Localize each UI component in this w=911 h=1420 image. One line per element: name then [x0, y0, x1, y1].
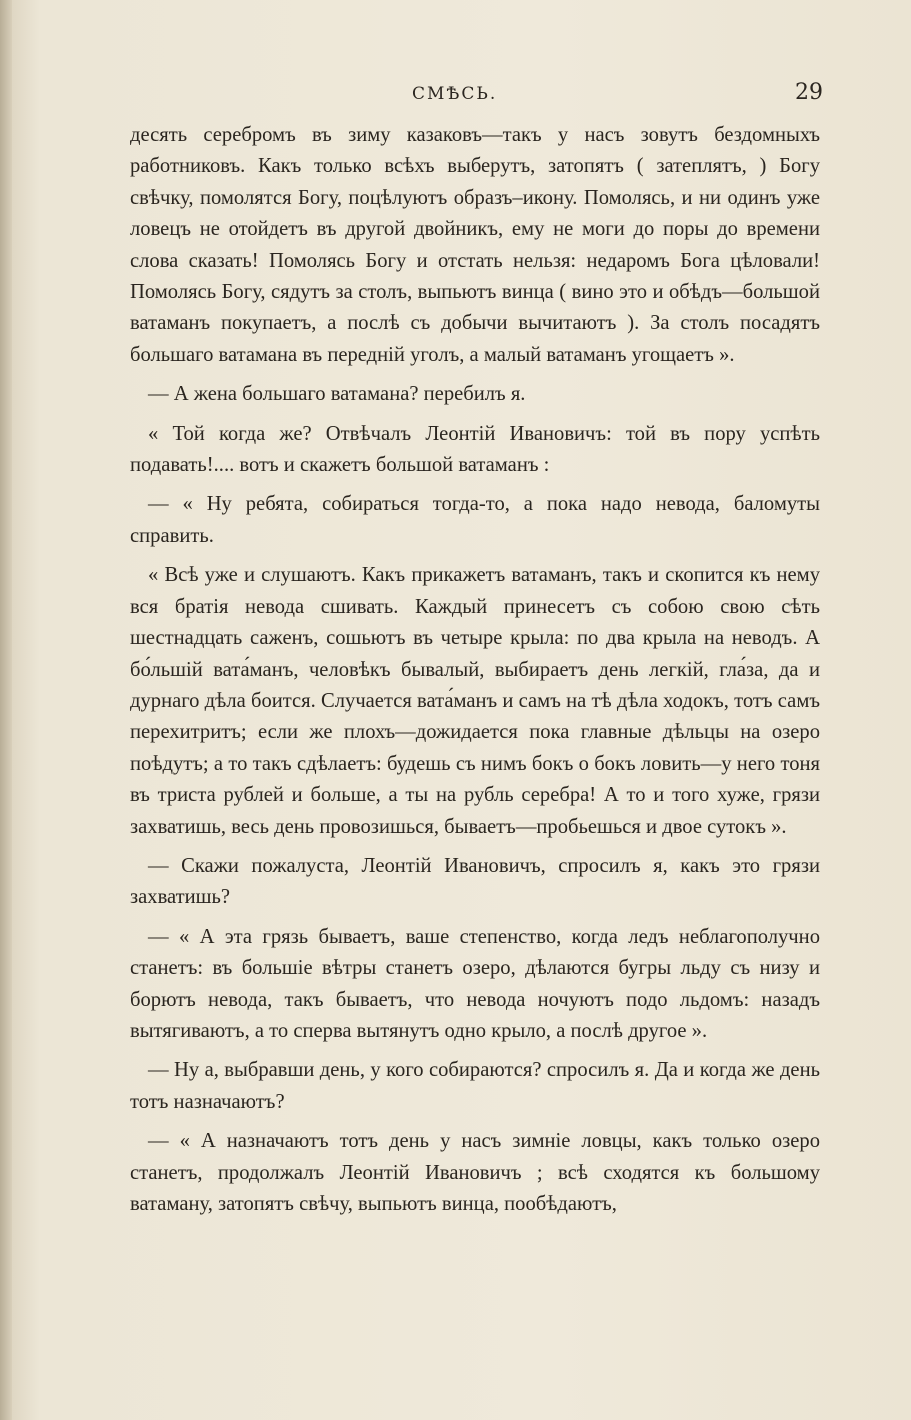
paragraph: — « Ну ребята, собираться тогда-то, а пока надо невода, баломуты справить. [130, 493, 820, 547]
paragraph: « Всѣ уже и слушаютъ. Какъ прикажетъ ватаманъ, такъ и скопится къ нему вся братія невода сшивать. Каждый принесетъ съ собою свою сѣть шестнадцать саженъ, сошьютъ въ четыре крыла: по два крыла на неводъ. А бо́льшій вата́манъ, человѣкъ бывалый, выбираетъ день легкій, гла́за, да и дурнаго дѣла боится. Случается вата́манъ и самъ на тѣ дѣла ходокъ, тотъ самъ перехитритъ; если же плохъ—дожидается пока главные дѣльцы на озеро поѣдутъ; а то такъ сдѣлаетъ: будешь съ нимъ бокъ о бокъ ловить—у него тоня въ триста рублей и больше, а ты на рубль серебра! А то и того хуже, грязи захватишь, весь день провозишься, бываетъ—пробьешься и двое сутокъ ». [130, 564, 820, 838]
paragraph: — « А эта грязь бываетъ, ваше степенство, когда ледъ неблагополучно станетъ: въ большіе вѣтры станетъ озеро, дѣлаются бугры льду съ низу и борютъ невода, такъ бываетъ, что невода ночуютъ подо льдомъ: назадъ вытягиваютъ, а то сперва вытянутъ одно крыло, а послѣ другое ». [130, 925, 820, 1042]
paragraph: — Ну а, выбравши день, у кого собираются? спросилъ я. Да и когда же день тотъ назначаютъ? [130, 1059, 820, 1113]
paragraph: « Той когда же? Отвѣчалъ Леонтій Ивановичъ: той въ пору успѣть подавать!.... вотъ и скажетъ большой ватаманъ : [130, 422, 820, 477]
running-head: СМѢСЬ. [412, 84, 498, 104]
page-number: 29 [795, 80, 823, 105]
binding-edge [0, 0, 12, 1420]
page-header [0, 80, 911, 110]
paragraph: десять серебромъ въ зиму казаковъ—такъ у насъ зовутъ бездомныхъ работниковъ. Какъ только всѣхъ выберутъ, затопятъ ( затеплятъ, ) Богу свѣчку, помолятся Богу, поцѣлуютъ образъ–икону. Помолясь, и ни одинъ уже ловецъ не отойдетъ въ другой двойникъ, ему не моги до поры до времени слова сказать! Помолясь Богу и отстать нельзя: недаромъ Бога цѣловали! Помолясь Богу, сядутъ за столъ, выпьютъ винца ( вино это и обѣдъ—большой ватаманъ покупаетъ, а послѣ съ добычи вычитаютъ ). За столъ посадятъ большаго ватамана въ передній уголъ, а малый ватаманъ угощаетъ ». [130, 124, 820, 366]
body-text [130, 120, 820, 1228]
paragraph: — А жена большаго ватамана? перебилъ я. [148, 383, 526, 406]
paragraph: — Скажи пожалуста, Леонтій Ивановичъ, спросилъ я, какъ это грязи захватишь? [130, 854, 820, 909]
paragraph: — « А назначаютъ тотъ день у насъ зимніе ловцы, какъ только озеро станетъ, продолжалъ Леонтій Ивановичъ ; всѣ сходятся къ большому ватаману, затопятъ свѣчу, выпьютъ винца, пообѣдаютъ, [130, 1130, 820, 1215]
